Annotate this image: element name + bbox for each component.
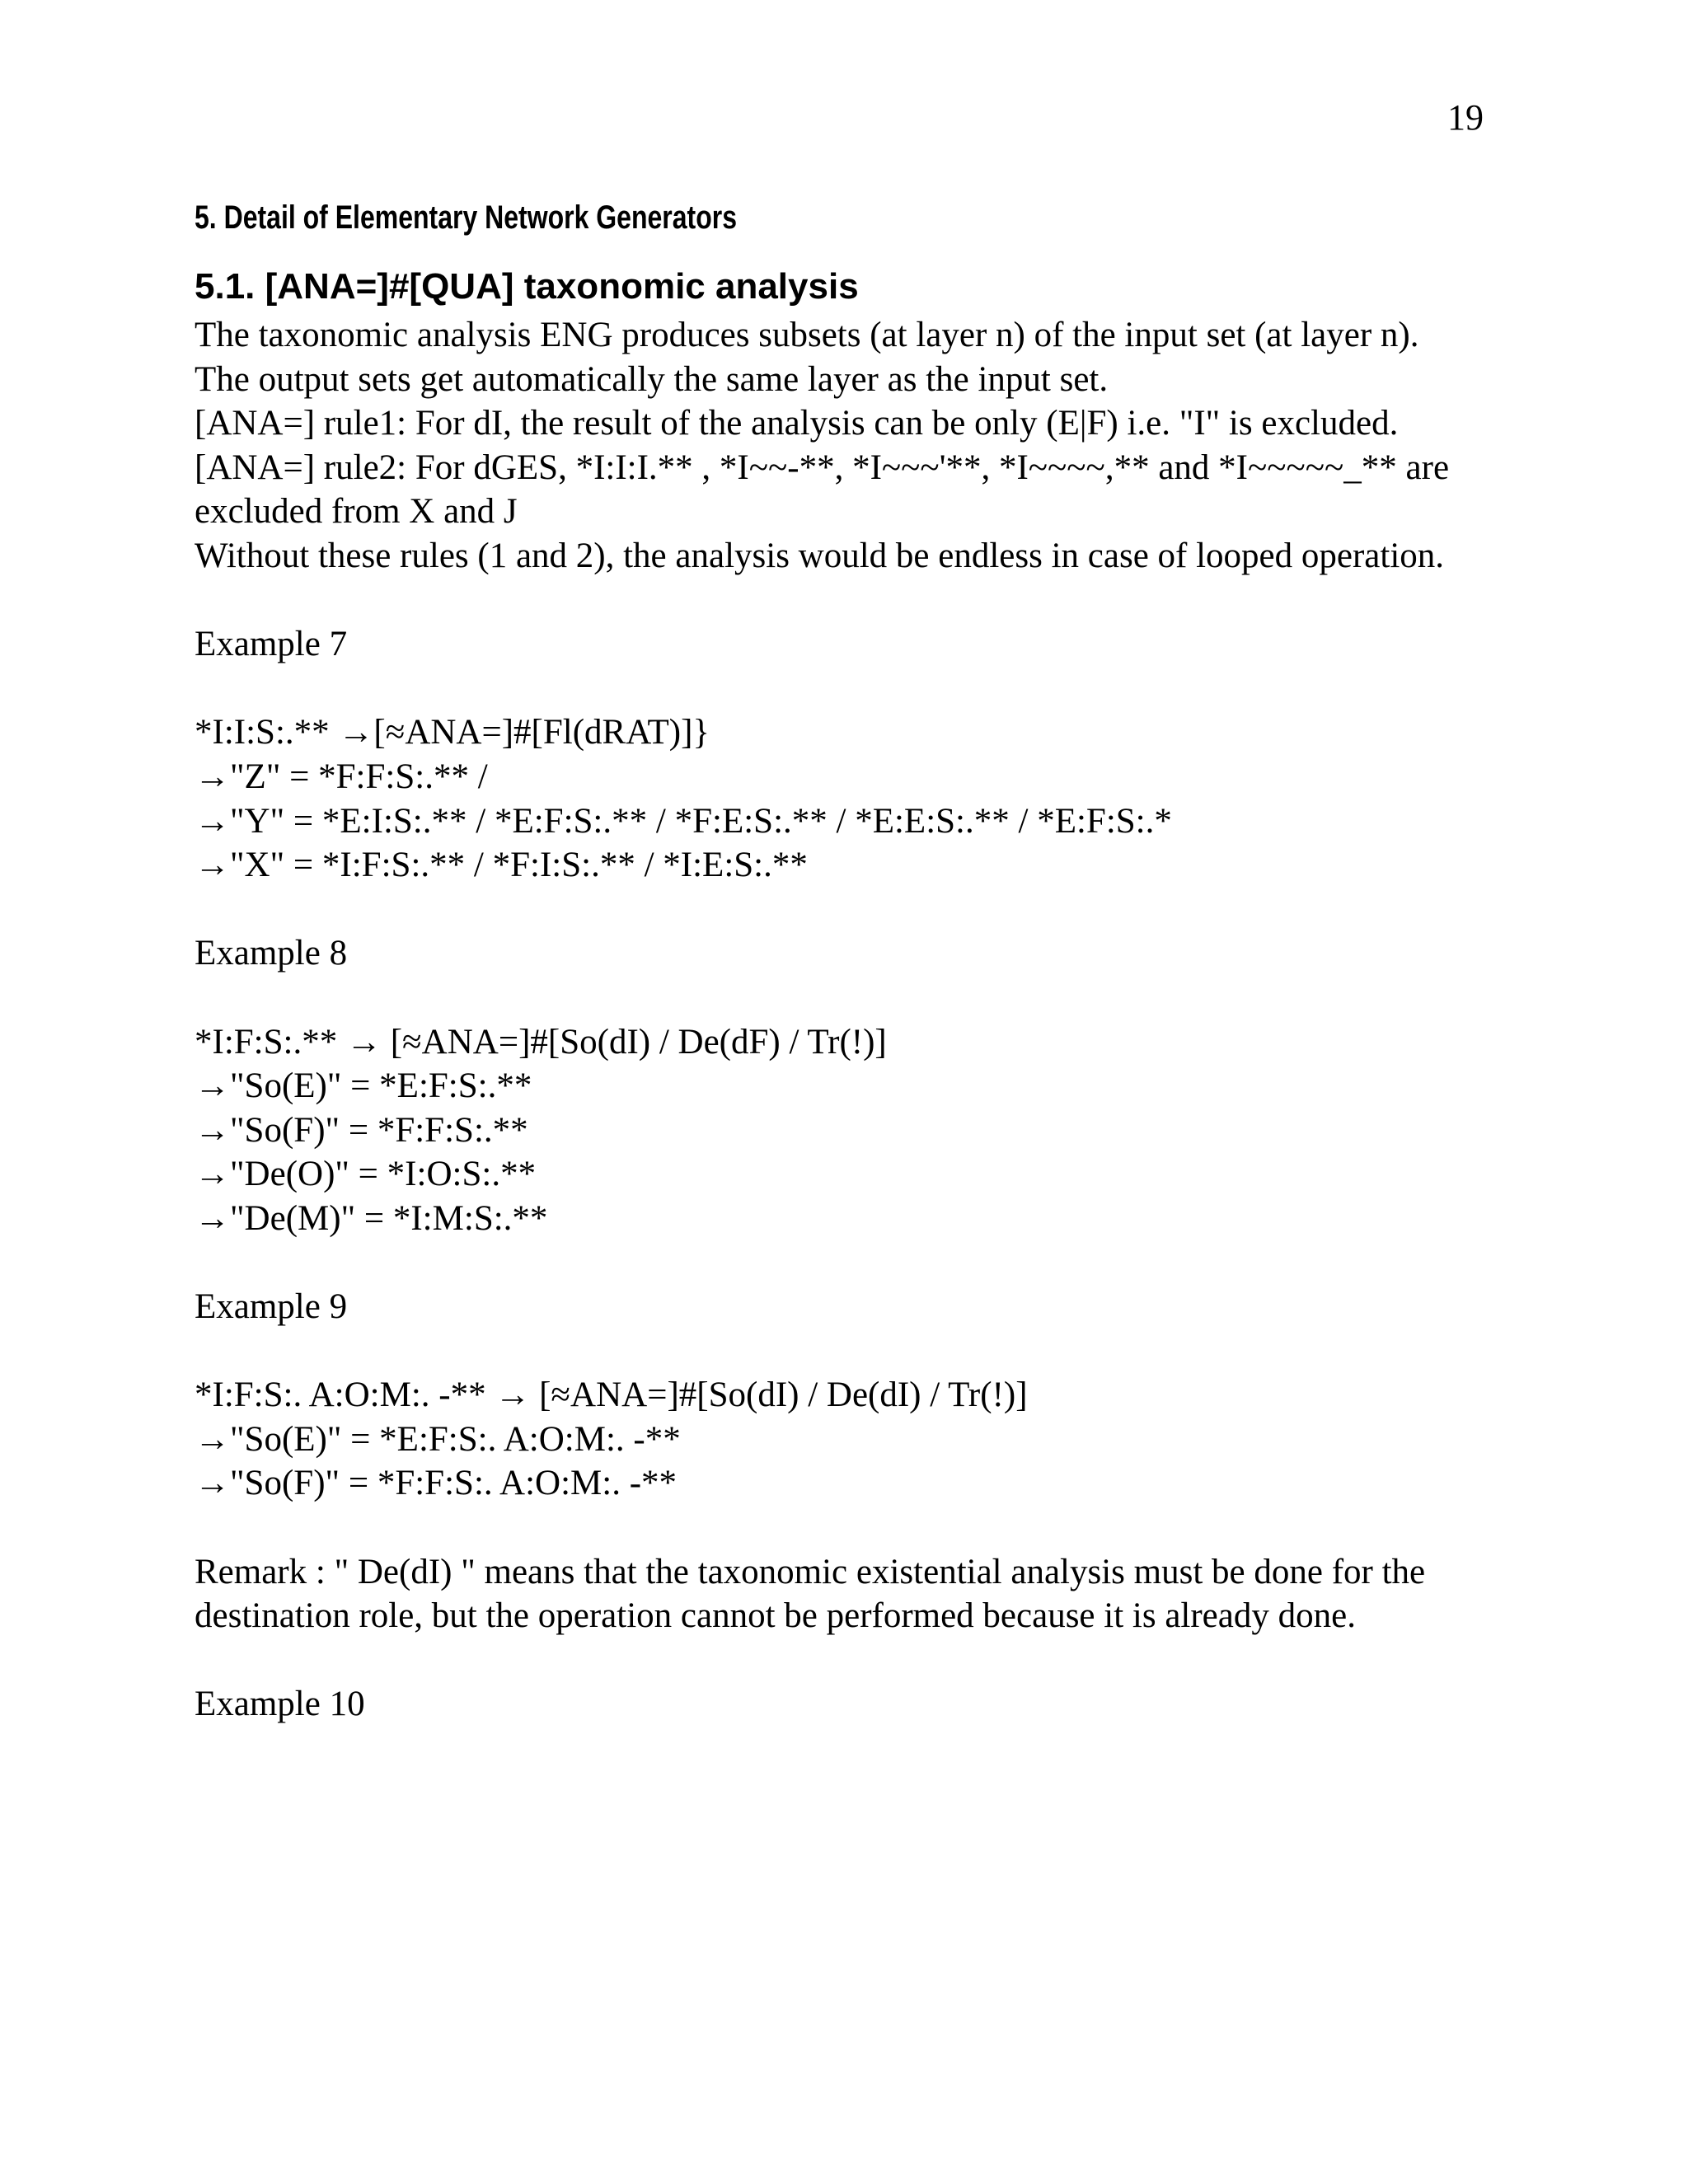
example-8-line: →"De(O)" = *I:O:S:.** xyxy=(195,1155,537,1194)
intro-paragraph-2: The output sets get automatically the same layer as the input set. xyxy=(195,359,1109,399)
remark-paragraph: Remark : " De(dI) " means that the taxonomic existential analysis must be done for the destination role, but the operation cannot be performed because it is already done. xyxy=(195,1552,1434,1636)
spacer xyxy=(195,579,1497,623)
example-8-line: *I:F:S:.** → [≈ANA=]#[So(dI) / De(dF) / Tr(!)] xyxy=(195,1022,887,1062)
example-7-line: *I:I:S:.** →[≈ANA=]#[Fl(dRAT)]} xyxy=(195,713,710,752)
example-7-title: Example 7 xyxy=(195,625,348,664)
spacer xyxy=(195,667,1497,711)
example-8-line: →"So(F)" = *F:F:S:.** xyxy=(195,1110,528,1150)
page-number: 19 xyxy=(1447,97,1484,138)
example-9-line: *I:F:S:. A:O:M:. -** → [≈ANA=]#[So(dI) / De(dI) / Tr(!)] xyxy=(195,1376,1028,1415)
subsection-heading: 5.1. [ANA=]#[QUA] taxonomic analysis xyxy=(195,266,859,307)
page-content xyxy=(195,191,1497,1727)
spacer xyxy=(195,888,1497,932)
example-8-line: →"So(E)" = *E:F:S:.** xyxy=(195,1066,532,1106)
intro-paragraph-1: The taxonomic analysis ENG produces subsets (at layer n) of the input set (at layer n). xyxy=(195,316,1419,354)
intro-rule-2: [ANA=] rule2: For dGES, *I:I:I.** , *I~~-**, *I~~~'**, *I~~~~,** and *I~~~~~_** are excluded from X and J xyxy=(195,448,1458,532)
spacer xyxy=(195,1329,1497,1374)
example-7-line: →"X" = *I:F:S:.** / *F:I:S:.** / *I:E:S:.** xyxy=(195,846,808,885)
example-10-title: Example 10 xyxy=(195,1685,365,1724)
intro-paragraph-3: Without these rules (1 and 2), the analysis would be endless in case of looped operation. xyxy=(195,536,1445,575)
example-8-title: Example 8 xyxy=(195,934,348,973)
intro-rule-1: [ANA=] rule1: For dI, the result of the analysis can be only (E|F) i.e. "I" is excluded. xyxy=(195,404,1399,443)
example-7-line: →"Y" = *E:I:S:.** / *E:F:S:.** / *F:E:S:.** / *E:E:S:.** / *E:F:S:.* xyxy=(195,801,1172,841)
example-7-line: →"Z" = *F:F:S:.** / xyxy=(195,757,488,796)
body-text xyxy=(195,313,1497,1727)
spacer xyxy=(195,1506,1497,1550)
spacer xyxy=(195,1240,1497,1285)
example-9-line: →"So(E)" = *E:F:S:. A:O:M:. -** xyxy=(195,1419,681,1459)
example-8-line: →"De(M)" = *I:M:S:.** xyxy=(195,1198,548,1238)
spacer xyxy=(195,976,1497,1020)
spacer xyxy=(195,1638,1497,1683)
section-heading: 5. Detail of Elementary Network Generators xyxy=(195,199,737,236)
example-9-line: →"So(F)" = *F:F:S:. A:O:M:. -** xyxy=(195,1464,678,1503)
example-9-title: Example 9 xyxy=(195,1287,348,1327)
